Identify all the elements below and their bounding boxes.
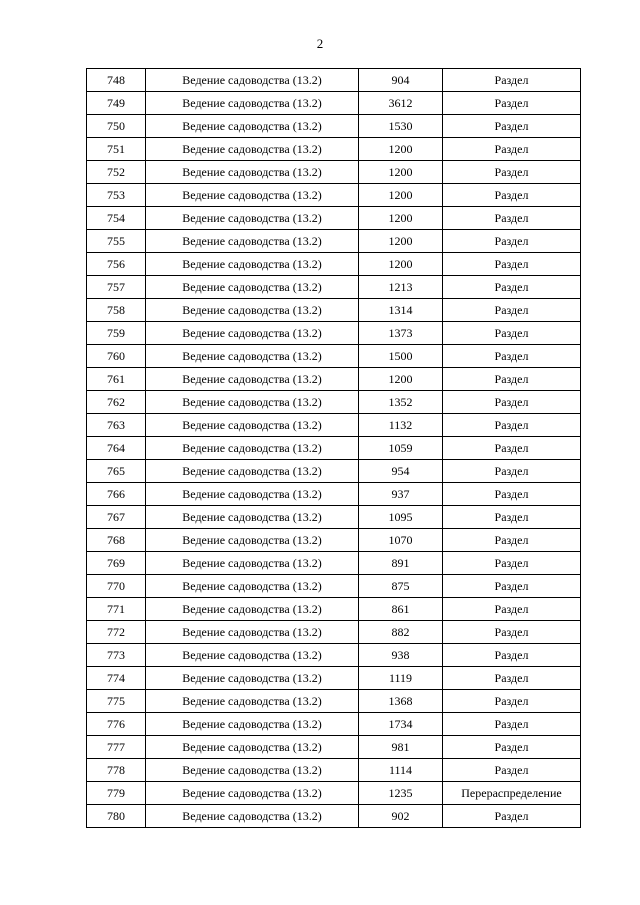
table-row <box>87 69 581 92</box>
row-number-cell: 777 <box>87 736 146 759</box>
land-use-cell: Ведение садоводства (13.2) <box>146 621 359 644</box>
operation-type-cell: Раздел <box>443 92 581 115</box>
operation-type-cell: Раздел <box>443 184 581 207</box>
land-use-cell: Ведение садоводства (13.2) <box>146 805 359 828</box>
land-use-cell: Ведение садоводства (13.2) <box>146 667 359 690</box>
table-row <box>87 115 581 138</box>
operation-type-cell: Раздел <box>443 713 581 736</box>
area-cell: 937 <box>359 483 443 506</box>
operation-type-cell: Раздел <box>443 621 581 644</box>
operation-type-cell: Раздел <box>443 253 581 276</box>
land-use-cell: Ведение садоводства (13.2) <box>146 552 359 575</box>
row-number-cell: 778 <box>87 759 146 782</box>
row-number-cell: 756 <box>87 253 146 276</box>
table-row <box>87 161 581 184</box>
table-row <box>87 253 581 276</box>
area-cell: 861 <box>359 598 443 621</box>
row-number-cell: 775 <box>87 690 146 713</box>
land-use-cell: Ведение садоводства (13.2) <box>146 368 359 391</box>
table-row <box>87 437 581 460</box>
area-cell: 1070 <box>359 529 443 552</box>
table-row <box>87 759 581 782</box>
table-row <box>87 575 581 598</box>
land-plots-table <box>86 68 581 828</box>
operation-type-cell: Раздел <box>443 598 581 621</box>
area-cell: 1530 <box>359 115 443 138</box>
area-cell: 938 <box>359 644 443 667</box>
land-use-cell: Ведение садоводства (13.2) <box>146 322 359 345</box>
area-cell: 902 <box>359 805 443 828</box>
operation-type-cell: Раздел <box>443 575 581 598</box>
area-cell: 1734 <box>359 713 443 736</box>
area-cell: 1200 <box>359 138 443 161</box>
land-use-cell: Ведение садоводства (13.2) <box>146 483 359 506</box>
operation-type-cell: Раздел <box>443 552 581 575</box>
row-number-cell: 760 <box>87 345 146 368</box>
row-number-cell: 749 <box>87 92 146 115</box>
table-row <box>87 552 581 575</box>
operation-type-cell: Раздел <box>443 759 581 782</box>
table-row <box>87 345 581 368</box>
area-cell: 1095 <box>359 506 443 529</box>
table-row <box>87 782 581 805</box>
table-row <box>87 368 581 391</box>
row-number-cell: 780 <box>87 805 146 828</box>
row-number-cell: 748 <box>87 69 146 92</box>
land-use-cell: Ведение садоводства (13.2) <box>146 69 359 92</box>
row-number-cell: 765 <box>87 460 146 483</box>
land-use-cell: Ведение садоводства (13.2) <box>146 437 359 460</box>
land-use-cell: Ведение садоводства (13.2) <box>146 184 359 207</box>
land-use-cell: Ведение садоводства (13.2) <box>146 690 359 713</box>
operation-type-cell: Раздел <box>443 391 581 414</box>
operation-type-cell: Раздел <box>443 483 581 506</box>
row-number-cell: 757 <box>87 276 146 299</box>
area-cell: 1352 <box>359 391 443 414</box>
row-number-cell: 768 <box>87 529 146 552</box>
row-number-cell: 767 <box>87 506 146 529</box>
area-cell: 1235 <box>359 782 443 805</box>
area-cell: 3612 <box>359 92 443 115</box>
table-row <box>87 483 581 506</box>
operation-type-cell: Раздел <box>443 161 581 184</box>
land-use-cell: Ведение садоводства (13.2) <box>146 782 359 805</box>
land-use-cell: Ведение садоводства (13.2) <box>146 598 359 621</box>
land-use-cell: Ведение садоводства (13.2) <box>146 575 359 598</box>
area-cell: 1059 <box>359 437 443 460</box>
row-number-cell: 761 <box>87 368 146 391</box>
table-row <box>87 690 581 713</box>
land-use-cell: Ведение садоводства (13.2) <box>146 115 359 138</box>
land-use-cell: Ведение садоводства (13.2) <box>146 460 359 483</box>
table-row <box>87 529 581 552</box>
land-use-cell: Ведение садоводства (13.2) <box>146 92 359 115</box>
area-cell: 1500 <box>359 345 443 368</box>
row-number-cell: 770 <box>87 575 146 598</box>
land-use-cell: Ведение садоводства (13.2) <box>146 207 359 230</box>
land-use-cell: Ведение садоводства (13.2) <box>146 345 359 368</box>
operation-type-cell: Раздел <box>443 115 581 138</box>
land-use-cell: Ведение садоводства (13.2) <box>146 161 359 184</box>
table-row <box>87 736 581 759</box>
area-cell: 954 <box>359 460 443 483</box>
operation-type-cell: Раздел <box>443 506 581 529</box>
land-use-cell: Ведение садоводства (13.2) <box>146 713 359 736</box>
operation-type-cell: Раздел <box>443 322 581 345</box>
row-number-cell: 758 <box>87 299 146 322</box>
operation-type-cell: Раздел <box>443 460 581 483</box>
land-use-cell: Ведение садоводства (13.2) <box>146 391 359 414</box>
row-number-cell: 750 <box>87 115 146 138</box>
operation-type-cell: Раздел <box>443 644 581 667</box>
land-use-cell: Ведение садоводства (13.2) <box>146 736 359 759</box>
operation-type-cell: Раздел <box>443 368 581 391</box>
row-number-cell: 771 <box>87 598 146 621</box>
area-cell: 1200 <box>359 368 443 391</box>
operation-type-cell: Раздел <box>443 345 581 368</box>
land-use-cell: Ведение садоводства (13.2) <box>146 506 359 529</box>
operation-type-cell: Раздел <box>443 207 581 230</box>
row-number-cell: 753 <box>87 184 146 207</box>
row-number-cell: 754 <box>87 207 146 230</box>
row-number-cell: 772 <box>87 621 146 644</box>
operation-type-cell: Перераспределение <box>443 782 581 805</box>
land-use-cell: Ведение садоводства (13.2) <box>146 299 359 322</box>
table-row <box>87 138 581 161</box>
land-use-cell: Ведение садоводства (13.2) <box>146 529 359 552</box>
row-number-cell: 762 <box>87 391 146 414</box>
operation-type-cell: Раздел <box>443 414 581 437</box>
row-number-cell: 779 <box>87 782 146 805</box>
row-number-cell: 773 <box>87 644 146 667</box>
table-row <box>87 598 581 621</box>
table-row <box>87 391 581 414</box>
land-use-cell: Ведение садоводства (13.2) <box>146 414 359 437</box>
land-use-cell: Ведение садоводства (13.2) <box>146 644 359 667</box>
area-cell: 1368 <box>359 690 443 713</box>
area-cell: 875 <box>359 575 443 598</box>
operation-type-cell: Раздел <box>443 690 581 713</box>
operation-type-cell: Раздел <box>443 805 581 828</box>
table-row <box>87 184 581 207</box>
operation-type-cell: Раздел <box>443 138 581 161</box>
area-cell: 1200 <box>359 184 443 207</box>
area-cell: 1200 <box>359 161 443 184</box>
table-row <box>87 644 581 667</box>
operation-type-cell: Раздел <box>443 276 581 299</box>
table-row <box>87 230 581 253</box>
land-use-cell: Ведение садоводства (13.2) <box>146 138 359 161</box>
area-cell: 1200 <box>359 230 443 253</box>
row-number-cell: 755 <box>87 230 146 253</box>
area-cell: 1119 <box>359 667 443 690</box>
table-row <box>87 414 581 437</box>
land-use-cell: Ведение садоводства (13.2) <box>146 230 359 253</box>
table-row <box>87 92 581 115</box>
operation-type-cell: Раздел <box>443 69 581 92</box>
operation-type-cell: Раздел <box>443 529 581 552</box>
area-cell: 1114 <box>359 759 443 782</box>
land-use-cell: Ведение садоводства (13.2) <box>146 253 359 276</box>
table-row <box>87 299 581 322</box>
table-body <box>87 69 581 828</box>
table-row <box>87 805 581 828</box>
table-row <box>87 276 581 299</box>
area-cell: 904 <box>359 69 443 92</box>
operation-type-cell: Раздел <box>443 667 581 690</box>
table-row <box>87 713 581 736</box>
row-number-cell: 774 <box>87 667 146 690</box>
table-row <box>87 506 581 529</box>
area-cell: 1373 <box>359 322 443 345</box>
page-number: 2 <box>316 36 324 51</box>
row-number-cell: 764 <box>87 437 146 460</box>
table-row <box>87 207 581 230</box>
area-cell: 882 <box>359 621 443 644</box>
table-row <box>87 322 581 345</box>
table-row <box>87 621 581 644</box>
table-row <box>87 460 581 483</box>
land-use-cell: Ведение садоводства (13.2) <box>146 759 359 782</box>
area-cell: 891 <box>359 552 443 575</box>
area-cell: 1314 <box>359 299 443 322</box>
row-number-cell: 776 <box>87 713 146 736</box>
area-cell: 1200 <box>359 253 443 276</box>
area-cell: 981 <box>359 736 443 759</box>
operation-type-cell: Раздел <box>443 230 581 253</box>
row-number-cell: 766 <box>87 483 146 506</box>
row-number-cell: 751 <box>87 138 146 161</box>
area-cell: 1213 <box>359 276 443 299</box>
row-number-cell: 759 <box>87 322 146 345</box>
row-number-cell: 752 <box>87 161 146 184</box>
land-use-cell: Ведение садоводства (13.2) <box>146 276 359 299</box>
area-cell: 1200 <box>359 207 443 230</box>
row-number-cell: 763 <box>87 414 146 437</box>
area-cell: 1132 <box>359 414 443 437</box>
operation-type-cell: Раздел <box>443 437 581 460</box>
operation-type-cell: Раздел <box>443 299 581 322</box>
operation-type-cell: Раздел <box>443 736 581 759</box>
table-row <box>87 667 581 690</box>
row-number-cell: 769 <box>87 552 146 575</box>
